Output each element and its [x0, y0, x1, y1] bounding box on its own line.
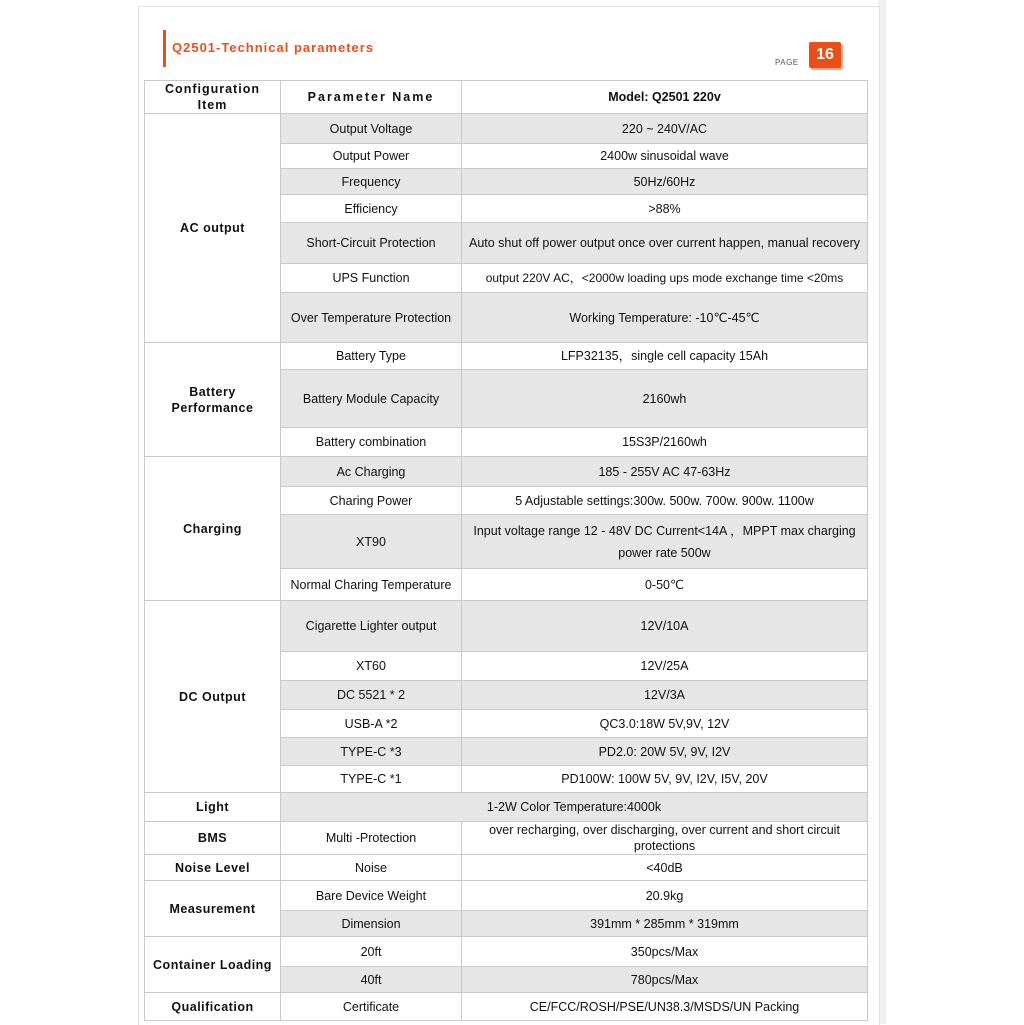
param-cell: Short-Circuit Protection [281, 223, 462, 264]
param-cell: Multi -Protection [281, 822, 462, 855]
value-cell: 50Hz/60Hz [462, 169, 868, 195]
value-cell: 780pcs/Max [462, 967, 868, 993]
value-cell: PD2.0: 20W 5V, 9V, I2V [462, 738, 868, 766]
table-row [145, 343, 868, 370]
value-cell: Working Temperature: -10℃-45℃ [462, 293, 868, 343]
param-cell: Noise [281, 855, 462, 881]
param-cell: Ac Charging [281, 457, 462, 487]
value-cell: 5 Adjustable settings:300w. 500w. 700w. 900w. 1100w [462, 487, 868, 515]
category-light: Light [145, 793, 281, 822]
param-cell: 20ft [281, 937, 462, 967]
value-cell: QC3.0:18W 5V,9V, 12V [462, 710, 868, 738]
table-header-row [145, 81, 868, 114]
header-model: Model: Q2501 220v [462, 81, 868, 114]
param-cell: Normal Charing Temperature [281, 569, 462, 601]
table-row [145, 114, 868, 144]
table-row [145, 457, 868, 487]
value-cell: 20.9kg [462, 881, 868, 911]
table-row [145, 881, 868, 911]
value-cell: 2160wh [462, 370, 868, 428]
table-row [145, 937, 868, 967]
value-cell: >88% [462, 195, 868, 223]
param-cell: Efficiency [281, 195, 462, 223]
category-bms: BMS [145, 822, 281, 855]
category-measurement: Measurement [145, 881, 281, 937]
table-row [145, 793, 868, 822]
param-cell: Cigarette Lighter output [281, 601, 462, 652]
value-cell: 12V/25A [462, 652, 868, 681]
category-qualification: Qualification [145, 993, 281, 1021]
value-cell: 12V/10A [462, 601, 868, 652]
param-cell: XT90 [281, 515, 462, 569]
value-cell: over recharging, over discharging, over current and short circuit protections [462, 822, 868, 855]
category-ac-output: AC output [145, 114, 281, 343]
param-cell: Over Temperature Protection [281, 293, 462, 343]
param-cell: USB-A *2 [281, 710, 462, 738]
category-noise-level: Noise Level [145, 855, 281, 881]
param-cell: TYPE-C *1 [281, 766, 462, 793]
param-cell: DC 5521 * 2 [281, 681, 462, 710]
param-cell: Certificate [281, 993, 462, 1021]
param-cell: Output Power [281, 144, 462, 169]
table-row [145, 601, 868, 652]
param-cell: Frequency [281, 169, 462, 195]
param-cell: Battery combination [281, 428, 462, 457]
value-cell: 0-50℃ [462, 569, 868, 601]
param-cell: Output Voltage [281, 114, 462, 144]
technical-parameters-table [144, 80, 868, 1021]
table-row [145, 855, 868, 881]
param-cell: Battery Type [281, 343, 462, 370]
param-cell: XT60 [281, 652, 462, 681]
value-cell: LFP32135，single cell capacity 15Ah [462, 343, 868, 370]
page-number-badge: 16 [809, 42, 841, 68]
value-cell: 12V/3A [462, 681, 868, 710]
param-cell: Charing Power [281, 487, 462, 515]
param-cell: Battery Module Capacity [281, 370, 462, 428]
document-title: Q2501-Technical parameters [172, 40, 375, 55]
table-row [145, 993, 868, 1021]
value-cell: 391mm * 285mm * 319mm [462, 911, 868, 937]
value-cell: CE/FCC/ROSH/PSE/UN38.3/MSDS/UN Packing [462, 993, 868, 1021]
value-cell: Input voltage range 12 - 48V DC Current<14A ，MPPT max charging power rate 500w [462, 515, 868, 569]
category-container-loading: Container Loading [145, 937, 281, 993]
value-cell: 185 - 255V AC 47-63Hz [462, 457, 868, 487]
value-cell: 1-2W Color Temperature:4000k [281, 793, 868, 822]
value-cell: 2400w sinusoidal wave [462, 144, 868, 169]
category-dc-output: DC Output [145, 601, 281, 793]
value-cell: output 220V AC，<2000w loading ups mode exchange time <20ms [462, 264, 868, 293]
table-row [145, 822, 868, 855]
value-cell: PD100W: 100W 5V, 9V, I2V, I5V, 20V [462, 766, 868, 793]
page-label: PAGE [775, 58, 799, 67]
param-cell: UPS Function [281, 264, 462, 293]
value-cell: 220 ~ 240V/AC [462, 114, 868, 144]
category-battery-performance: Battery Performance [145, 343, 281, 457]
param-cell: Dimension [281, 911, 462, 937]
param-cell: TYPE-C *3 [281, 738, 462, 766]
param-cell: 40ft [281, 967, 462, 993]
header-configuration-item: Configuration Item [145, 81, 281, 114]
header-parameter-name: Parameter Name [281, 81, 462, 114]
value-cell: 350pcs/Max [462, 937, 868, 967]
title-accent-bar [163, 30, 166, 67]
value-cell: <40dB [462, 855, 868, 881]
value-cell: 15S3P/2160wh [462, 428, 868, 457]
value-cell: Auto shut off power output once over current happen, manual recovery [462, 223, 868, 264]
param-cell: Bare Device Weight [281, 881, 462, 911]
category-charging: Charging [145, 457, 281, 601]
